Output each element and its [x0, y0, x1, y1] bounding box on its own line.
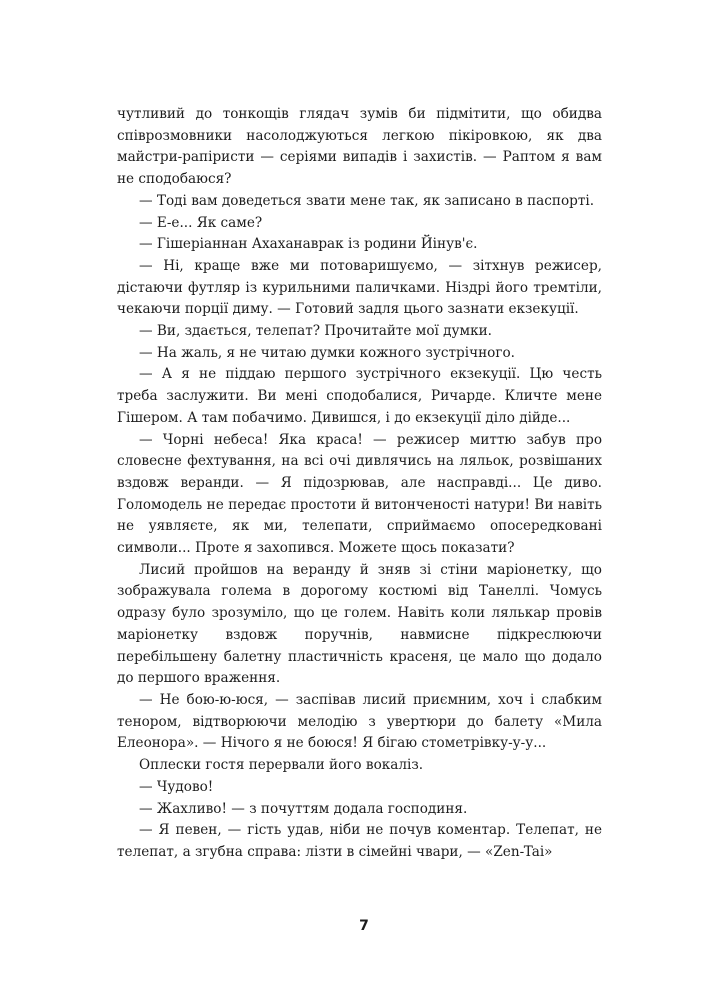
paragraph: — Чудово!: [139, 778, 214, 795]
paragraph: — Ні, краще вже ми потоваришуємо, — зітхнув режисер, дістаючи футляр із курильними паличками. Ніздрі його тремтіли, чекаючи порції диму. — Готовий задля цього зазнати екзекуції.: [117, 257, 602, 318]
paragraph: — Я певен, — гість удав, ніби не почув коментар. Телепат, не телепат, а згубна справа: лізти в сімейні чвари, — «Zen-Tai»: [117, 822, 602, 860]
paragraph: — Гішеріаннан Ахаханаврак із родини Йінув'є.: [139, 236, 478, 253]
paragraph: Оплески гостя перервали його вокаліз.: [139, 757, 424, 774]
paragraph: — Не бою-ю-юся, — заспівав лисий приємним, хоч і слабким тенором, відтворюючи мелодію з увертюри до балету «Мила Елеонора». — Нічого я не боюся! Я бігаю стометрівку-у-у...: [117, 691, 602, 752]
paragraph: — На жаль, я не читаю думки кожного зустрічного.: [139, 344, 515, 361]
page-number: 7: [359, 918, 369, 934]
paragraph: Лисий пройшов на веранду й зняв зі стіни маріонетку, що зображувала голема в дорогому костюмі від Танеллі. Чомусь одразу було зрозуміло, що це голем. Навіть коли лялькар провів маріонетку вздовж поручнів, навмисне підкреслюючи перебільшену балетну пластичність красеня, це мало що додало до першого враження.: [117, 561, 602, 687]
paragraph: — Чорні небеса! Яка краса! — режисер миттю забув про словесне фехтування, на всі очі дивлячись на ляльок, розвішаних вздовж веранди. — Я підозрював, але насправді... Це диво. Голомодель не передає простоти й витонченості натури! Ви навіть не уявляєте, як ми, телепати, сприймаємо опосередковані символи... Проте я захопився. Можете щось показати?: [117, 431, 602, 557]
book-page-text: [117, 104, 602, 864]
paragraph: — Ви, здається, телепат? Прочитайте мої думки.: [139, 323, 493, 340]
paragraph: — Е-е... Як саме?: [139, 214, 263, 231]
paragraph: — А я не піддаю першого зустрічного екзекуції. Цю честь треба заслужити. Ви мені сподобалися, Ричарде. Кличте мене Гішером. А там побачимо. Дивишся, і до екзекуції діло дійде...: [117, 366, 602, 426]
paragraph: — Тоді вам доведеться звати мене так, як записано в паспорті.: [139, 192, 595, 209]
paragraph: — Жахливо! — з почуттям додала господиня.: [139, 800, 468, 817]
paragraph: чутливий до тонкощів глядач зумів би підмітити, що обидва співрозмовники насолоджуються легкою пікіровкою, як два майстри-рапіристи — серіями випадів і захистів. — Раптом я вам не сподобаюся?: [117, 106, 602, 188]
